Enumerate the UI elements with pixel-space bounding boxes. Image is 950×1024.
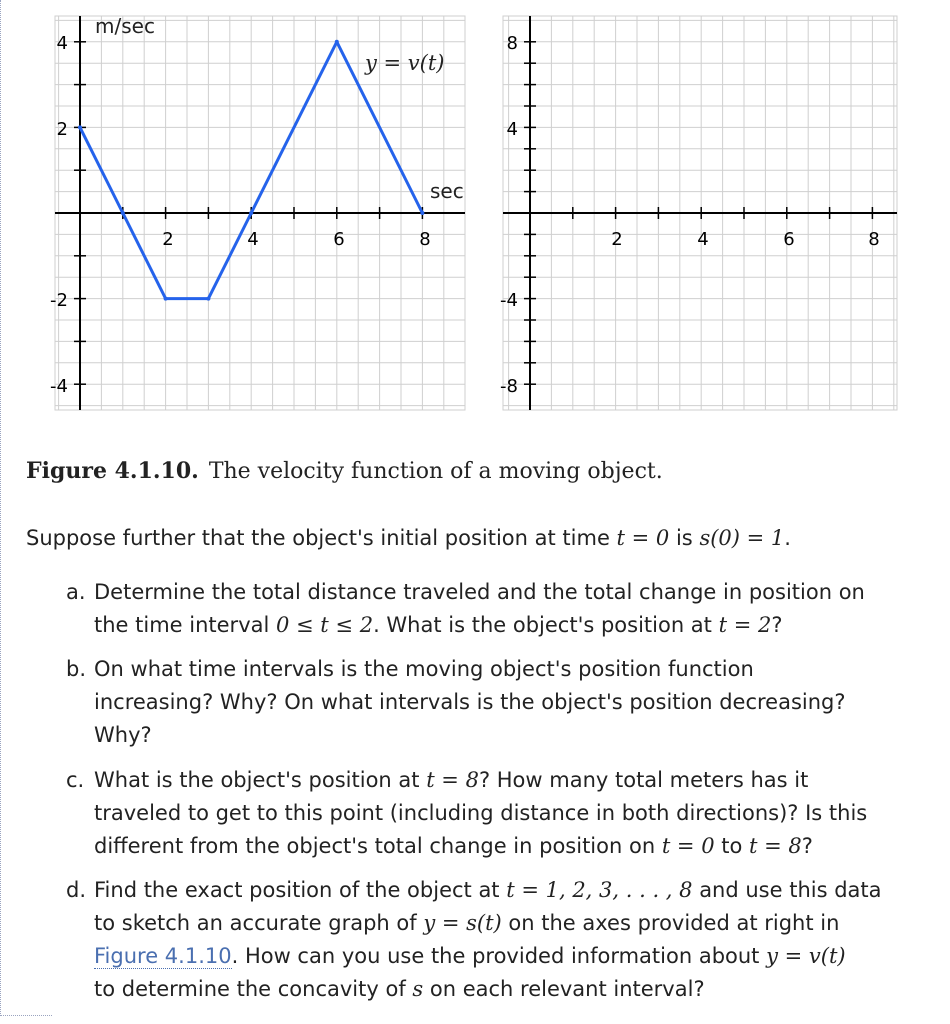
question-b-label: b. (66, 657, 87, 681)
qd-text-6: to determine the concavity of (94, 977, 413, 1001)
velocity-point (164, 297, 168, 301)
velocity-ytick-2: 2 (56, 119, 68, 140)
qc-math-3: t = 8 (749, 834, 802, 858)
velocity-ylabel: m/sec (95, 14, 155, 38)
figure-link[interactable]: Figure 4.1.10 (94, 944, 232, 968)
qd-text-5: . How can you use the provided information about (231, 944, 767, 968)
qd-math-3: y = v(t) (766, 944, 846, 968)
position-ytick-4: 4 (506, 119, 518, 140)
position-xtick-2: 2 (611, 229, 623, 250)
qa-math-2: t = 2 (718, 613, 772, 637)
qc-text-3: different from the object's total change in position on (94, 834, 662, 858)
question-b-line-1: On what time intervals is the moving object's position function (94, 657, 754, 681)
velocity-xtick-2: 2 (162, 229, 174, 250)
velocity-ytick-4: 4 (56, 33, 68, 54)
qa-text: the time interval (94, 613, 276, 637)
position-ytick-neg8: -8 (500, 376, 518, 397)
intro-text-1: Suppose further that the object's initial position at time (26, 526, 617, 550)
question-c-label: c. (66, 768, 85, 792)
velocity-xlabel: sec (430, 179, 464, 203)
figure-caption-text: The velocity function of a moving object. (208, 459, 663, 484)
intro-text-2: is (669, 526, 700, 550)
qc-text-4: to (714, 834, 749, 858)
question-a-line-1: Determine the total distance traveled and the total change in position on (94, 580, 865, 604)
figure-caption (26, 458, 663, 484)
intro-math-2: s(0) = 1 (699, 526, 785, 550)
qd-math-4: s (412, 977, 424, 1001)
qd-text-3: to sketch an accurate graph of (94, 911, 424, 935)
qc-text: What is the object's position at (94, 768, 427, 792)
qa-text-3: ? (771, 613, 783, 637)
question-d-line-3 (94, 940, 926, 973)
position-ytick-neg4: -4 (500, 290, 518, 311)
position-ytick-8: 8 (506, 33, 518, 54)
qa-text-2: . What is the object's position at (373, 613, 719, 637)
figure-caption-label: Figure 4.1.10. (26, 458, 199, 484)
question-a-line-2 (94, 609, 926, 642)
intro-paragraph (26, 526, 791, 550)
velocity-point (335, 40, 339, 44)
qd-math-2: y = s(t) (423, 911, 502, 935)
velocity-point (249, 211, 253, 215)
intro-text-3: . (784, 526, 791, 550)
qc-math-2: t = 0 (661, 834, 715, 858)
intro-math-1: t = 0 (616, 526, 670, 550)
velocity-point (420, 211, 424, 215)
question-d-line-2 (94, 907, 926, 940)
bottom-margin-rule (0, 1015, 52, 1016)
qd-text-4: on the axes provided at right in (501, 911, 840, 935)
qd-text-2: and use this data (692, 878, 882, 902)
qd-text-7: on each relevant interval? (423, 977, 705, 1001)
position-xtick-4: 4 (697, 229, 709, 250)
qc-text-2: ? How many total meters has it (478, 768, 809, 792)
question-b-line-2: increasing? Why? On what intervals is the object's position decreasing? (94, 690, 846, 714)
velocity-xtick-8: 8 (419, 229, 431, 250)
qd-math: t = 1, 2, 3, . . . , 8 (506, 878, 693, 902)
velocity-xtick-6: 6 (333, 229, 345, 250)
question-c-line-3 (94, 830, 926, 863)
velocity-point (206, 297, 210, 301)
velocity-point (121, 211, 125, 215)
qa-math: 0 ≤ t ≤ 2 (276, 613, 374, 637)
qd-text: Find the exact position of the object at (94, 878, 507, 902)
figure-svg (0, 0, 950, 450)
position-xtick-6: 6 (783, 229, 795, 250)
question-c-line-2: traveled to get to this point (including distance in both directions)? Is this (94, 801, 868, 825)
velocity-point (78, 125, 82, 129)
question-d-line-1 (94, 874, 926, 907)
question-d-line-4 (94, 973, 926, 1006)
velocity-xtick-4: 4 (247, 229, 259, 250)
qc-text-5: ? (801, 834, 813, 858)
qc-math: t = 8 (426, 768, 479, 792)
position-xtick-8: 8 (868, 229, 880, 250)
question-b-line-3: Why? (94, 723, 152, 747)
velocity-ytick-neg4: -4 (50, 376, 68, 397)
velocity-ytick-neg2: -2 (50, 290, 68, 311)
question-a-label: a. (66, 580, 86, 604)
question-d-label: d. (66, 878, 87, 902)
velocity-curve-label: y = v(t) (365, 51, 445, 75)
question-c-line-1 (94, 764, 926, 797)
